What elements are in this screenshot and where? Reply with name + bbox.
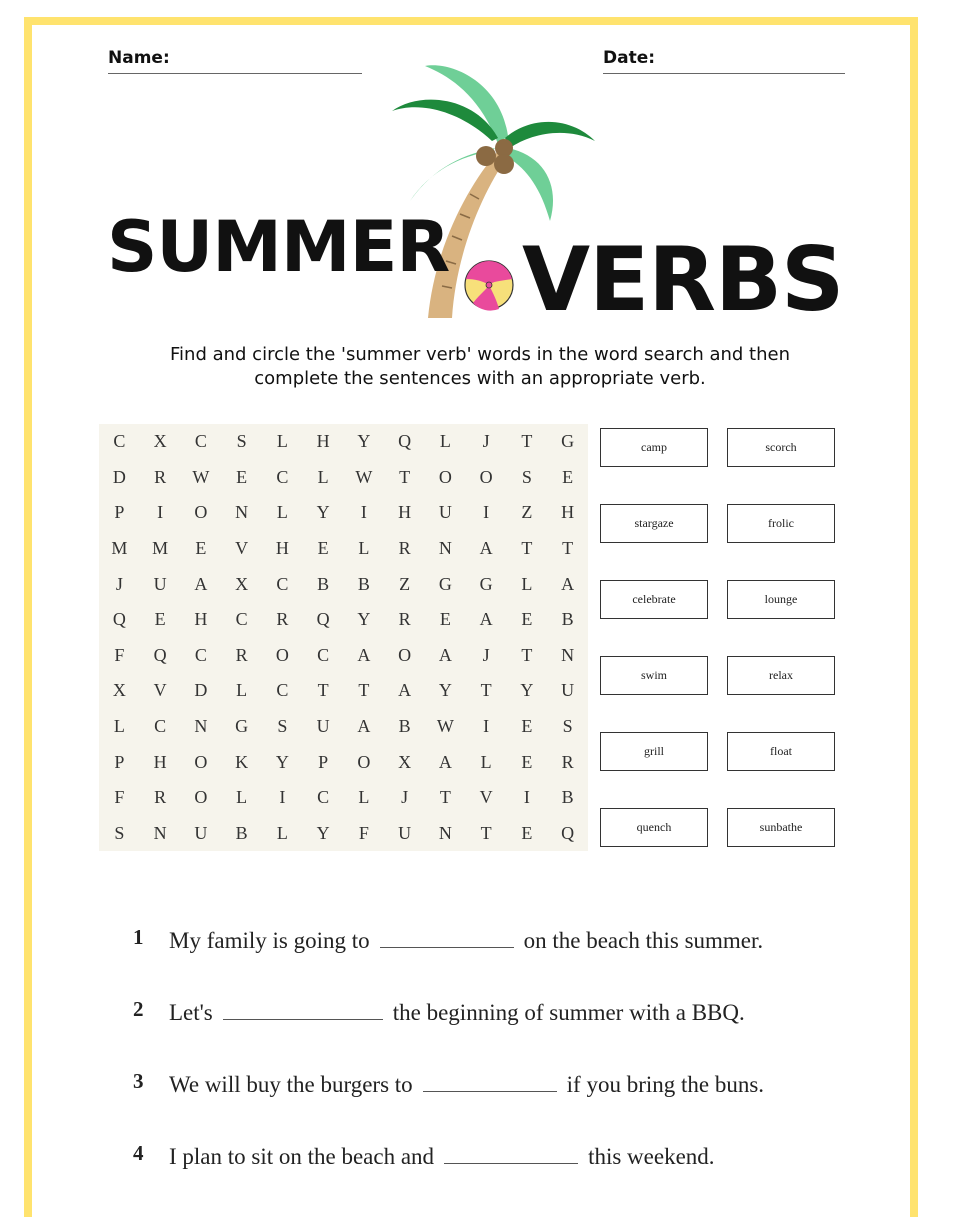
answer-blank[interactable]: [444, 1141, 578, 1164]
grid-letter[interactable]: J: [482, 644, 490, 665]
grid-letter[interactable]: E: [521, 609, 533, 630]
word-box-celebrate: celebrate: [600, 580, 708, 619]
grid-letter[interactable]: I: [279, 787, 286, 808]
grid-letter[interactable]: T: [317, 680, 329, 701]
grid-letter[interactable]: L: [236, 787, 248, 808]
grid-letter[interactable]: O: [479, 466, 493, 487]
grid-letter[interactable]: Q: [112, 609, 126, 630]
grid-letter[interactable]: E: [521, 751, 533, 772]
word-box-quench: quench: [600, 808, 708, 847]
grid-letter[interactable]: C: [317, 644, 330, 665]
grid-letter[interactable]: T: [439, 787, 451, 808]
grid-letter[interactable]: A: [438, 644, 452, 665]
grid-letter[interactable]: S: [114, 822, 125, 843]
grid-letter[interactable]: N: [561, 644, 575, 665]
name-field[interactable]: [108, 48, 170, 68]
grid-letter[interactable]: E: [521, 715, 533, 736]
beach-ball-icon: [463, 259, 515, 311]
grid-letter[interactable]: J: [482, 431, 490, 452]
grid-letter[interactable]: Z: [521, 502, 533, 523]
grid-letter[interactable]: Y: [438, 680, 452, 701]
grid-letter[interactable]: U: [316, 715, 330, 736]
grid-letter[interactable]: Q: [398, 431, 412, 452]
sentence-number: 4: [133, 1141, 144, 1165]
grid-letter[interactable]: J: [401, 787, 409, 808]
grid-letter[interactable]: U: [398, 822, 412, 843]
grid-letter[interactable]: H: [561, 502, 575, 523]
grid-letter[interactable]: S: [236, 431, 247, 452]
grid-letter[interactable]: T: [521, 538, 533, 559]
grid-letter[interactable]: N: [153, 822, 167, 843]
grid-letter[interactable]: A: [561, 573, 575, 594]
sentence-text-before: Let's: [169, 1000, 213, 1025]
grid-letter[interactable]: J: [115, 573, 123, 594]
grid-letter[interactable]: A: [194, 573, 208, 594]
grid-letter[interactable]: N: [235, 502, 249, 523]
grid-letter[interactable]: T: [399, 466, 411, 487]
grid-letter[interactable]: I: [483, 715, 490, 736]
grid-letter[interactable]: M: [111, 538, 128, 559]
word-box-stargaze: stargaze: [600, 504, 708, 543]
sentence-text-after: on the beach this summer.: [523, 928, 764, 953]
grid-letter[interactable]: X: [153, 431, 167, 452]
grid-letter[interactable]: O: [194, 502, 208, 523]
grid-letter[interactable]: C: [317, 787, 330, 808]
grid-letter[interactable]: A: [438, 751, 452, 772]
grid-letter[interactable]: T: [358, 680, 370, 701]
grid-letter[interactable]: V: [153, 680, 167, 701]
sentence-text-after: this weekend.: [588, 1144, 715, 1169]
grid-letter[interactable]: N: [438, 538, 452, 559]
grid-letter[interactable]: L: [480, 751, 492, 772]
grid-letter[interactable]: H: [316, 431, 330, 452]
name-label: Name:: [108, 48, 170, 68]
answer-blank[interactable]: [423, 1069, 557, 1092]
grid-letter[interactable]: T: [480, 822, 492, 843]
sentence-number: 1: [133, 925, 144, 949]
grid-letter[interactable]: Z: [399, 573, 411, 594]
grid-letter[interactable]: U: [561, 680, 575, 701]
grid-letter[interactable]: N: [194, 715, 208, 736]
grid-letter[interactable]: T: [480, 680, 492, 701]
word-box-float: float: [727, 732, 835, 771]
grid-letter[interactable]: L: [439, 431, 451, 452]
grid-letter[interactable]: A: [357, 715, 371, 736]
grid-letter[interactable]: Q: [561, 822, 575, 843]
grid-letter[interactable]: I: [483, 502, 490, 523]
grid-letter[interactable]: E: [521, 822, 533, 843]
grid-letter[interactable]: O: [357, 751, 371, 772]
grid-letter[interactable]: W: [436, 715, 454, 736]
grid-letter[interactable]: C: [235, 609, 248, 630]
grid-letter[interactable]: U: [438, 502, 452, 523]
grid-letter[interactable]: R: [561, 751, 574, 772]
grid-letter[interactable]: E: [154, 609, 166, 630]
grid-letter[interactable]: C: [154, 715, 167, 736]
grid-letter[interactable]: C: [194, 431, 207, 452]
grid-letter[interactable]: T: [521, 644, 533, 665]
grid-letter[interactable]: R: [154, 787, 167, 808]
grid-letter[interactable]: O: [438, 466, 452, 487]
grid-letter[interactable]: D: [112, 466, 126, 487]
answer-blank[interactable]: [223, 997, 383, 1020]
grid-letter[interactable]: P: [114, 751, 125, 772]
grid-letter[interactable]: I: [157, 502, 164, 523]
sentence-text-before: My family is going to: [169, 928, 370, 953]
grid-letter[interactable]: R: [398, 609, 411, 630]
grid-letter[interactable]: V: [235, 538, 249, 559]
grid-letter[interactable]: U: [153, 573, 167, 594]
grid-letter[interactable]: O: [275, 644, 289, 665]
grid-letter[interactable]: X: [235, 573, 249, 594]
name-line: [108, 73, 362, 74]
grid-letter[interactable]: Q: [316, 609, 330, 630]
grid-letter[interactable]: B: [357, 573, 370, 594]
grid-letter[interactable]: A: [479, 609, 493, 630]
grid-letter[interactable]: G: [561, 431, 575, 452]
grid-letter[interactable]: T: [562, 538, 574, 559]
grid-letter[interactable]: L: [521, 573, 533, 594]
grid-letter[interactable]: X: [398, 751, 412, 772]
grid-letter[interactable]: S: [562, 715, 573, 736]
date-label: Date:: [603, 48, 656, 68]
word-box-relax: relax: [727, 656, 835, 695]
grid-letter[interactable]: I: [360, 502, 367, 523]
grid-letter[interactable]: Y: [357, 609, 371, 630]
grid-letter[interactable]: S: [277, 715, 288, 736]
grid-letter[interactable]: H: [153, 751, 167, 772]
grid-letter[interactable]: M: [152, 538, 169, 559]
grid-letter[interactable]: X: [112, 680, 126, 701]
sentence-text-after: the beginning of summer with a BBQ.: [392, 1000, 745, 1025]
word-box-camp: camp: [600, 428, 708, 467]
grid-letter[interactable]: Y: [275, 751, 289, 772]
grid-letter[interactable]: Y: [520, 680, 534, 701]
grid-letter[interactable]: Y: [316, 822, 330, 843]
grid-letter[interactable]: N: [438, 822, 452, 843]
grid-letter[interactable]: C: [194, 644, 207, 665]
grid-letter[interactable]: A: [398, 680, 412, 701]
grid-letter[interactable]: G: [479, 573, 493, 594]
grid-letter[interactable]: F: [358, 822, 369, 843]
grid-letter[interactable]: F: [114, 644, 125, 665]
word-box-sunbathe: sunbathe: [727, 808, 835, 847]
grid-letter[interactable]: L: [358, 787, 370, 808]
grid-letter[interactable]: L: [358, 538, 370, 559]
grid-letter[interactable]: L: [276, 502, 288, 523]
grid-letter[interactable]: H: [194, 609, 208, 630]
grid-letter[interactable]: T: [521, 431, 533, 452]
grid-letter[interactable]: C: [276, 573, 289, 594]
grid-letter[interactable]: O: [398, 644, 412, 665]
grid-letter[interactable]: C: [276, 680, 289, 701]
grid-letter[interactable]: R: [398, 538, 411, 559]
grid-letter[interactable]: D: [194, 680, 208, 701]
grid-letter[interactable]: E: [439, 609, 451, 630]
grid-letter[interactable]: P: [318, 751, 329, 772]
date-field[interactable]: [603, 48, 655, 68]
sentence-1: [133, 925, 763, 955]
grid-letter[interactable]: B: [398, 715, 411, 736]
sentence-3: [133, 1069, 764, 1099]
grid-letter[interactable]: R: [235, 644, 248, 665]
sentence-number: 2: [133, 997, 144, 1021]
word-box-grill: grill: [600, 732, 708, 771]
grid-letter[interactable]: Y: [316, 502, 330, 523]
grid-letter[interactable]: F: [114, 787, 125, 808]
grid-letter[interactable]: V: [479, 787, 493, 808]
grid-letter[interactable]: E: [562, 466, 574, 487]
grid-letter[interactable]: H: [275, 538, 289, 559]
date-line: [603, 73, 845, 74]
grid-letter[interactable]: B: [235, 822, 248, 843]
instructions-line-1: Find and circle the 'summer verb' words in the word search and then: [169, 344, 790, 365]
instructions-line-2: complete the sentences with an appropriate verb.: [254, 368, 706, 389]
grid-letter[interactable]: O: [194, 787, 208, 808]
grid-letter[interactable]: P: [114, 502, 125, 523]
grid-letter[interactable]: L: [113, 715, 125, 736]
coconut: [476, 146, 496, 166]
grid-letter[interactable]: W: [355, 466, 373, 487]
grid-letter[interactable]: B: [317, 573, 330, 594]
word-box-swim: swim: [600, 656, 708, 695]
grid-letter[interactable]: B: [561, 787, 574, 808]
grid-letter[interactable]: A: [357, 644, 371, 665]
answer-blank[interactable]: [380, 925, 514, 948]
grid-letter[interactable]: L: [276, 822, 288, 843]
grid-letter[interactable]: L: [317, 466, 329, 487]
grid-letter[interactable]: O: [194, 751, 208, 772]
word-search-grid[interactable]: [99, 424, 588, 851]
grid-letter[interactable]: H: [398, 502, 412, 523]
word-box-scorch: scorch: [727, 428, 835, 467]
sentence-number: 3: [133, 1069, 144, 1093]
grid-letter[interactable]: S: [521, 466, 532, 487]
palm-leaf-right: [505, 122, 595, 148]
instructions: [100, 343, 860, 391]
sentence-4: [133, 1141, 715, 1171]
grid-letter[interactable]: I: [523, 787, 530, 808]
grid-letter[interactable]: A: [479, 538, 493, 559]
grid-letter[interactable]: G: [235, 715, 249, 736]
grid-letter[interactable]: K: [235, 751, 249, 772]
grid-letter[interactable]: E: [195, 538, 207, 559]
title-summer: SUMMER: [107, 206, 450, 288]
grid-letter[interactable]: R: [276, 609, 289, 630]
sentence-text-before: I plan to sit on the beach and: [169, 1144, 435, 1169]
grid-letter[interactable]: C: [113, 431, 126, 452]
grid-letter[interactable]: Q: [153, 644, 167, 665]
word-box-lounge: lounge: [727, 580, 835, 619]
sentence-text-before: We will buy the burgers to: [169, 1072, 413, 1097]
grid-letter[interactable]: B: [561, 609, 574, 630]
grid-letter[interactable]: C: [276, 466, 289, 487]
grid-letter[interactable]: E: [317, 538, 329, 559]
grid-letter[interactable]: W: [192, 466, 210, 487]
sentence-text-after: if you bring the buns.: [566, 1072, 765, 1097]
sentence-2: [133, 997, 745, 1027]
grid-letter[interactable]: L: [276, 431, 288, 452]
grid-letter[interactable]: G: [438, 573, 452, 594]
grid-letter[interactable]: R: [154, 466, 167, 487]
grid-letter[interactable]: Y: [357, 431, 371, 452]
grid-letter[interactable]: E: [236, 466, 248, 487]
title-verbs: VERBS: [522, 228, 844, 331]
word-box-frolic: frolic: [727, 504, 835, 543]
coconut: [494, 154, 514, 174]
grid-letter[interactable]: L: [236, 680, 248, 701]
grid-letter[interactable]: U: [194, 822, 208, 843]
